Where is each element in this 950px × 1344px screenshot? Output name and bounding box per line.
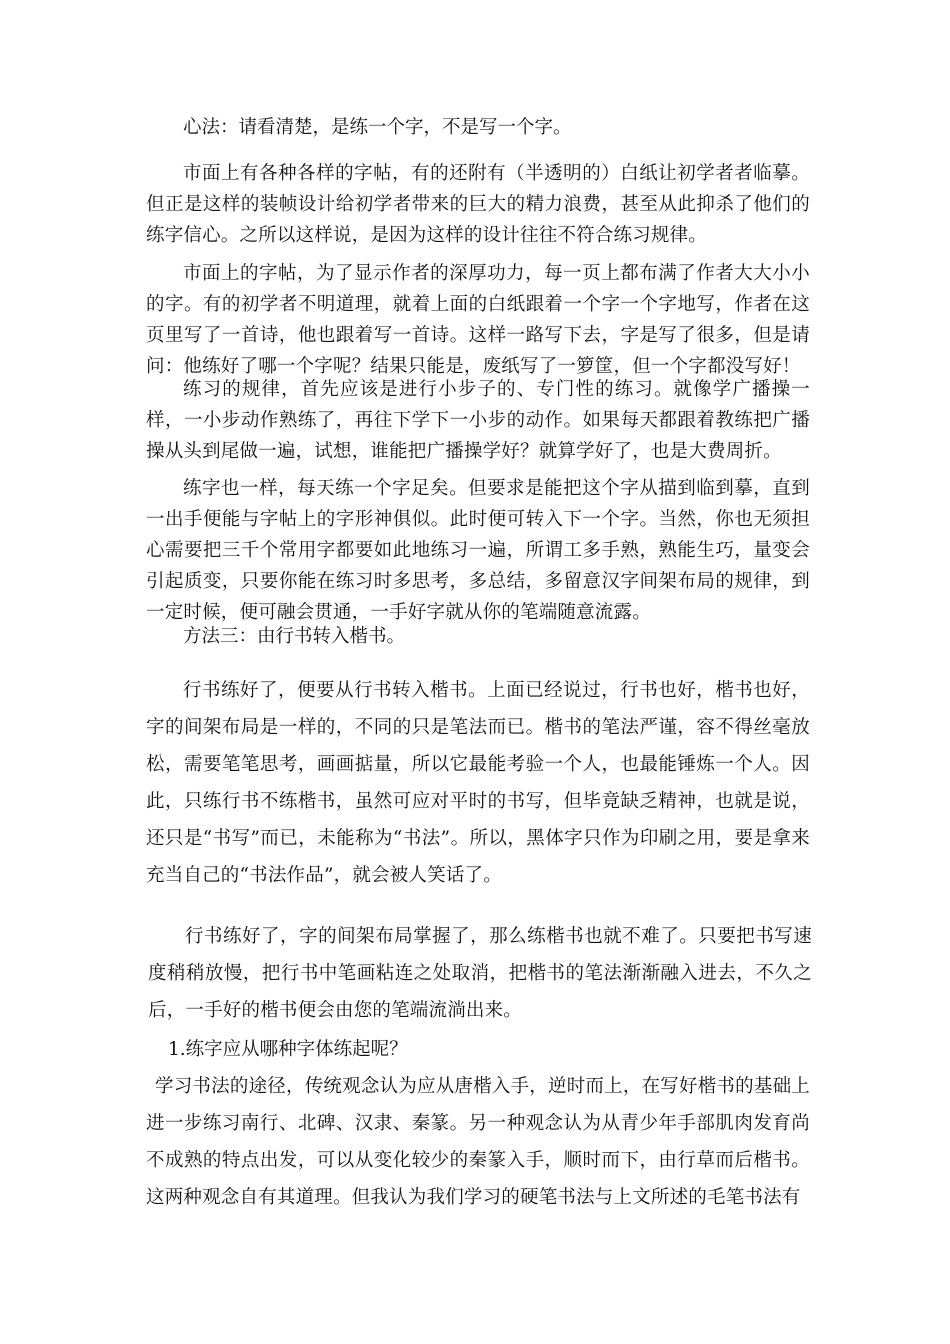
paragraph-copybook-pages: 市面上的字帖，为了显示作者的深厚功力，每一页上都布满了作者大大小小的字。有的初学者不明道理，就着上面的白纸跟着一个字一个字地写，作者在这页里写了一首诗，他也跟着写一首诗。这样一路写下去，字是写了很多，但是请问：他练好了哪一个字呢？结果只能是，废纸写了一箩筐，但一个字都没写好！ [146, 263, 810, 377]
question-which-script: 1.练字应从哪种字体练起呢？ [168, 1039, 408, 1060]
heading-xinfa: 心法：请看清楚，是练一个字，不是写一个字。 [183, 117, 572, 138]
paragraph-practice-rules: 练习的规律，首先应该是进行小步子的、专门性的练习。就像学广播操一样，一小步动作熟练了，再往下学下一小步的动作。如果每天都跟着教练把广播操从头到尾做一遍，试想，谁能把广播操学好？就算学好了，也是大费周折。 [146, 379, 810, 462]
paragraph-one-character-a-day: 练字也一样，每天练一个字足矣。但要求是能把这个字从描到临到摹，直到一出手便能与字帖上的字形神俱似。此时便可转入下一个字。当然，你也无须担心需要把三千个常用字都要如此地练习一遍，所谓工多手熟，熟能生巧，量变会引起质变，只要你能在练习时多思考，多总结，多留意汉字间架布局的规律，到一定时候，便可融会贯通，一手好字就从你的笔端随意流露。 [146, 478, 810, 623]
paragraph-running-to-regular: 行书练好了，便要从行书转入楷书。上面已经说过，行书也好，楷书也好，字的间架布局是一样的，不同的只是笔法而已。楷书的笔法严谨，容不得丝毫放松，需要笔笔思考，画画掂量，所以它最能考验一个人，也最能锤炼一个人。因此，只练行书不练楷书，虽然可应对平时的书写，但毕竟缺乏精神，也就是说，还只是“书写”而已，未能称为“书法”。所以，黑体字只作为印刷之用，要是拿来充当自己的“书法作品”，就会被人笑话了。 [146, 680, 810, 886]
heading-method-three: 方法三：由行书转入楷书。 [183, 626, 406, 647]
paragraph-copybooks: 市面上有各种各样的字帖，有的还附有（半透明的）白纸让初学者者临摹。但正是这样的装帧设计给初学者带来的巨大的精力浪费，甚至从此抑杀了他们的练字信心。之所以这样说，是因为这样的设计往往不符合练习规律。 [146, 163, 810, 246]
paragraph-learning-path: 学习书法的途径，传统观念认为应从唐楷入手，逆时而上，在写好楷书的基础上进一步练习南行、北碑、汉隶、秦篆。另一种观念认为从青少年手部肌肉发育尚不成熟的特点出发，可以从变化较少的秦篆入手，顺时而下，由行草而后楷书。这两种观念自有其道理。但我认为我们学习的硬笔书法与上文所述的毛笔书法有 [146, 1076, 810, 1208]
paragraph-regular-script: 行书练好了，字的间架布局掌握了，那么练楷书也就不难了。只要把书写速度稍稍放慢，把行书中笔画粘连之处取消，把楷书的笔法渐渐融入进去，不久之后，一手好的楷书便会由您的笔端流淌出来。 [148, 926, 812, 1021]
